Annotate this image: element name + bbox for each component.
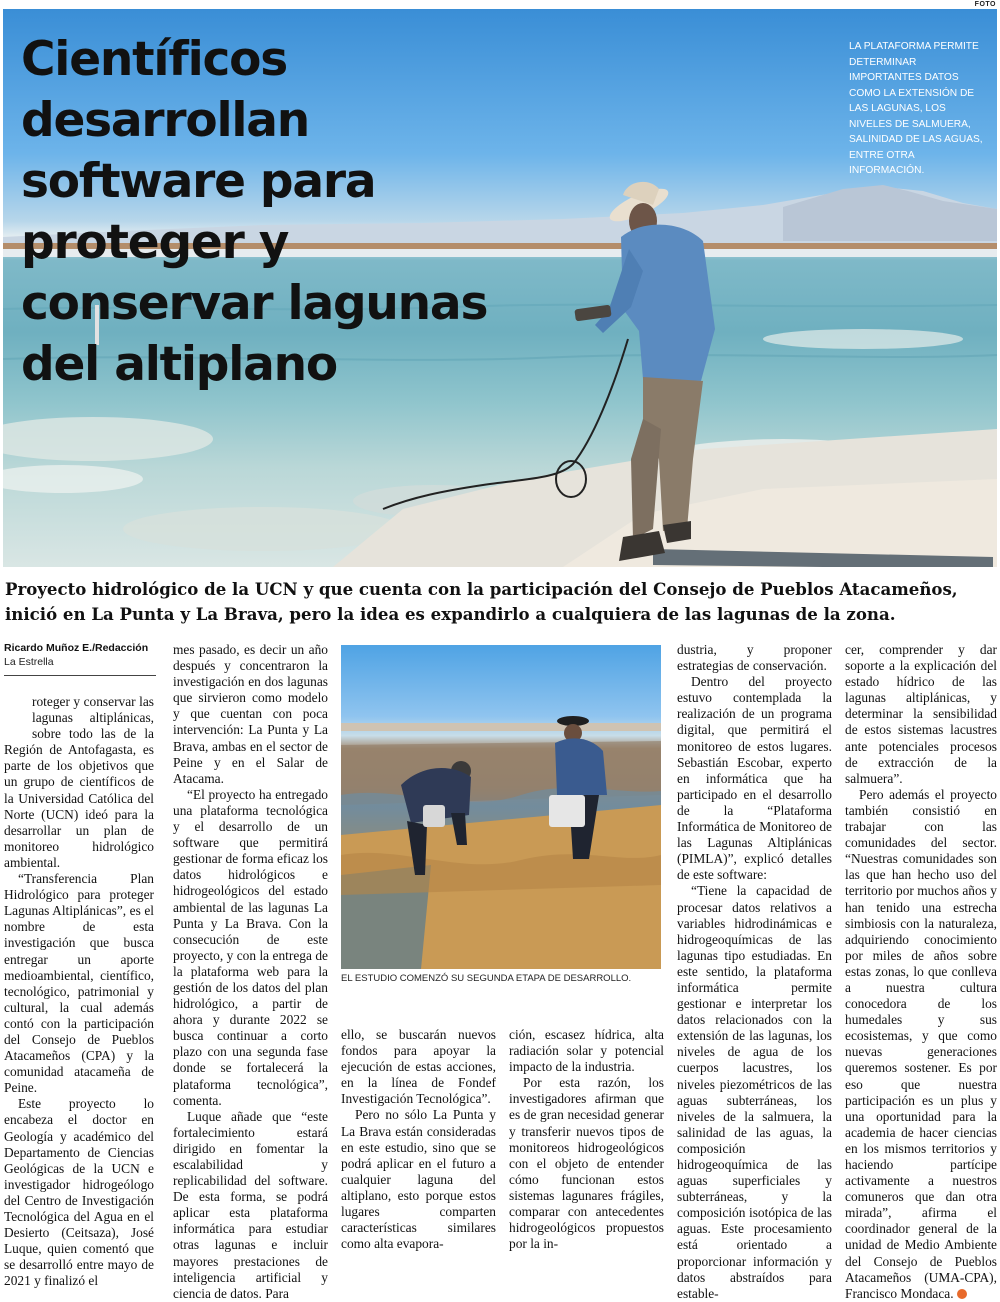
article-paragraph: Pero no sólo La Punta y La Brava están consideradas en este estudio, sino que se podrá aplicar en el futuro a cualquier laguna del altiplano, esto porque estos lugares comparten características similares como alta evapora- bbox=[341, 1107, 496, 1252]
headline-line: desarrollan bbox=[21, 93, 310, 148]
article-paragraph: “Transferencia Plan Hidrológico para proteger Lagunas Altiplánicas”, es el nombre de esta investigación que busca entregar un aporte medioambiental, científico, tecnológico, patrimonial y cultural, la cual además contó con la participación del Consejo de Pueblos Atacameños (CPA) y la comunidad atacameña de Peine. bbox=[4, 871, 154, 1096]
photo-caption: LA PLATAFORMA PERMITE DETERMINAR IMPORTANTES DATOS COMO LA EXTENSIÓN DE LAS LAGUNAS, LOS NIVELES DE SALMUERA, SALINIDAD DE LAS AGUAS, ENTRE OTRA INFORMACIÓN. bbox=[849, 41, 983, 176]
article-column-2 bbox=[173, 642, 328, 1302]
field-photo-illustration bbox=[341, 645, 661, 969]
article-column-3 bbox=[341, 1027, 496, 1252]
headline-line: proteger y bbox=[21, 215, 289, 270]
article-paragraph: Luque añade que “este fortalecimiento estará dirigido en fomentar la escalabilidad y replicabilidad del software. De esta forma, se podrá aplicar esta plataforma informática para estudiar otras lagunas e incluir mayores prestaciones de inteligencia artificial y ciencia de datos. Para bbox=[173, 1108, 328, 1301]
article-paragraph: roteger y conservar las lagunas altiplánicas, sobre todo las de la Región de Antofagasta, es parte de los objetivos que un grupo de científicos de la Universidad Católica del Norte (UCN) ideó para la desarrollar un plan de monitoreo hidrológico ambiental. bbox=[4, 694, 154, 870]
byline-author: Ricardo Muñoz E./Redacción bbox=[4, 642, 149, 654]
article-paragraph: ción, escasez hídrica, alta radiación solar y potencial impacto de la industria. bbox=[509, 1027, 664, 1075]
article-paragraph: “Tiene la capacidad de procesar datos relativos a variables hidrodinámicas e hidrogeoquímicas de las lagunas tipo estudiadas. En este sentido, la plataforma informática permite gestionar e interpretar los datos relacionados con la extensión de las lagunas, los niveles de agua de los cuerpos lacustres, los niveles piezométricos de las aguas subterráneas, los niveles de la salmuera, la salinidad de las aguas, la composición hidrogeoquímica de las aguas superficiales y subterráneas, y la composición isotópica de las aguas. Este procesamiento está orientado a proporcionar información y datos abstraídos para estable- bbox=[677, 883, 832, 1301]
hero-photo bbox=[3, 9, 997, 567]
headline-line: conservar lagunas bbox=[21, 276, 488, 331]
byline bbox=[4, 642, 156, 676]
end-of-article-icon bbox=[957, 1289, 967, 1299]
drop-cap-space bbox=[4, 696, 28, 732]
headline bbox=[21, 29, 487, 395]
field-photo-caption: EL ESTUDIO COMENZÓ SU SEGUNDA ETAPA DE DESARROLLO. bbox=[341, 973, 632, 984]
article-column-6 bbox=[845, 642, 997, 1302]
article-paragraph: Por esta razón, los investigadores afirman que es de gran necesidad generar y transferir nuevos tipos de monitoreos hidrogeológicos con el objeto de entender cómo funcionan estos sistemas lagunares frágiles, comparar con antecedentes hidrogeológicos propuestos por la in- bbox=[509, 1075, 664, 1252]
headline-line: Científicos bbox=[21, 32, 288, 87]
article-paragraph: Dentro del proyecto estuvo contemplada la realización de un programa digital, que permitirá el monitoreo de estos lugares. Sebastián Escobar, experto en informática que ha participado en el desarrollo de la “Plataforma Informática de Monitoreo de las Lagunas Altiplánicas (PIMLA)”, explicó detalles de este software: bbox=[677, 674, 832, 883]
article-paragraph: cer, comprender y dar soporte a la explicación del estado hídrico de las lagunas altiplánicas, y determinar la sensibilidad de estos sistemas lacustres ante potenciales procesos de extracción de la salmuera”. bbox=[845, 642, 997, 786]
article-paragraph: ello, se buscarán nuevos fondos para apoyar la ejecución de estas acciones, en la línea de Fondef Investigación Tecnológica”. bbox=[341, 1027, 496, 1107]
photo-credit-label: FOTO bbox=[974, 1, 996, 8]
article-paragraph: “El proyecto ha entregado una plataforma tecnológica y el desarrollo de un software que permitirá gestionar de forma eficaz los datos hidrológicos e hidrogeológicos del estado ambiental de las lagunas La Punta y La Brava. Con la consecución de este proyecto, y con la entrega de la plataforma web para la gestión de los datos del plan hidrológico, a partir de ahora y durante 2022 se busca continuar a corto plazo con una segunda fase donde se fortalecerá la plataforma tecnológica”, comenta. bbox=[173, 786, 328, 1108]
byline-outlet: La Estrella bbox=[4, 656, 54, 668]
article-column-1 bbox=[4, 694, 154, 1289]
article-column-4 bbox=[509, 1027, 664, 1252]
field-photo bbox=[341, 645, 661, 969]
article-paragraph: Pero además el proyecto también consistió en trabajar con las comunidades del sector. “Nuestras comunidades son las que han hecho uso del territorio por muchos años y han tenido una estrecha simbiosis con la naturaleza, adquiriendo conocimiento por miles de años sobre estas zonas, lo que conlleva a nuestra cultura conocedora de los humedales y sus ecosistemas, y que como nuevas generaciones queremos sostener. Es por eso que nuestra participación es un plus y una oportunidad para la academia de hacer ciencias en los mismos territorios y haciendo partícipe activamente a nuestros comuneros que dan otra mirada”, afirma el coordinador general de la unidad de Medio Ambiente del Consejo de Pueblos Atacameños (UMA-CPA), Francisco Mondaca. bbox=[845, 786, 997, 1301]
lead-paragraph: Proyecto hidrológico de la UCN y que cuenta con la participación del Consejo de Pueblos Atacameños, inició en La Punta y La Brava, pero la idea es expandirlo a cualquiera de las lagunas de la zona. bbox=[5, 579, 958, 624]
article-paragraph: Este proyecto lo encabeza el doctor en Geología y académico del Departamento de Ciencias Geológicas de la UCN e investigador hidrogeólogo del Centro de Investigación Tecnológica del Agua en el Desierto (Ceitsaza), José Luque, quien comentó que se desarrolló entre mayo de 2021 y finalizó el bbox=[4, 1096, 154, 1289]
article-paragraph: mes pasado, es decir un año después y concentraron la investigación en dos lagunas que sirvieron como modelo y que cuentan con poca intervención: La Punta y La Brava, ambas en el sector de Peine y en el Salar de Atacama. bbox=[173, 642, 328, 786]
article-paragraph: dustria, y proponer estrategias de conservación. bbox=[677, 642, 832, 674]
headline-line: del altiplano bbox=[21, 337, 338, 392]
article-column-5 bbox=[677, 642, 832, 1302]
headline-line: software para bbox=[21, 154, 376, 209]
byline-divider bbox=[4, 675, 156, 676]
